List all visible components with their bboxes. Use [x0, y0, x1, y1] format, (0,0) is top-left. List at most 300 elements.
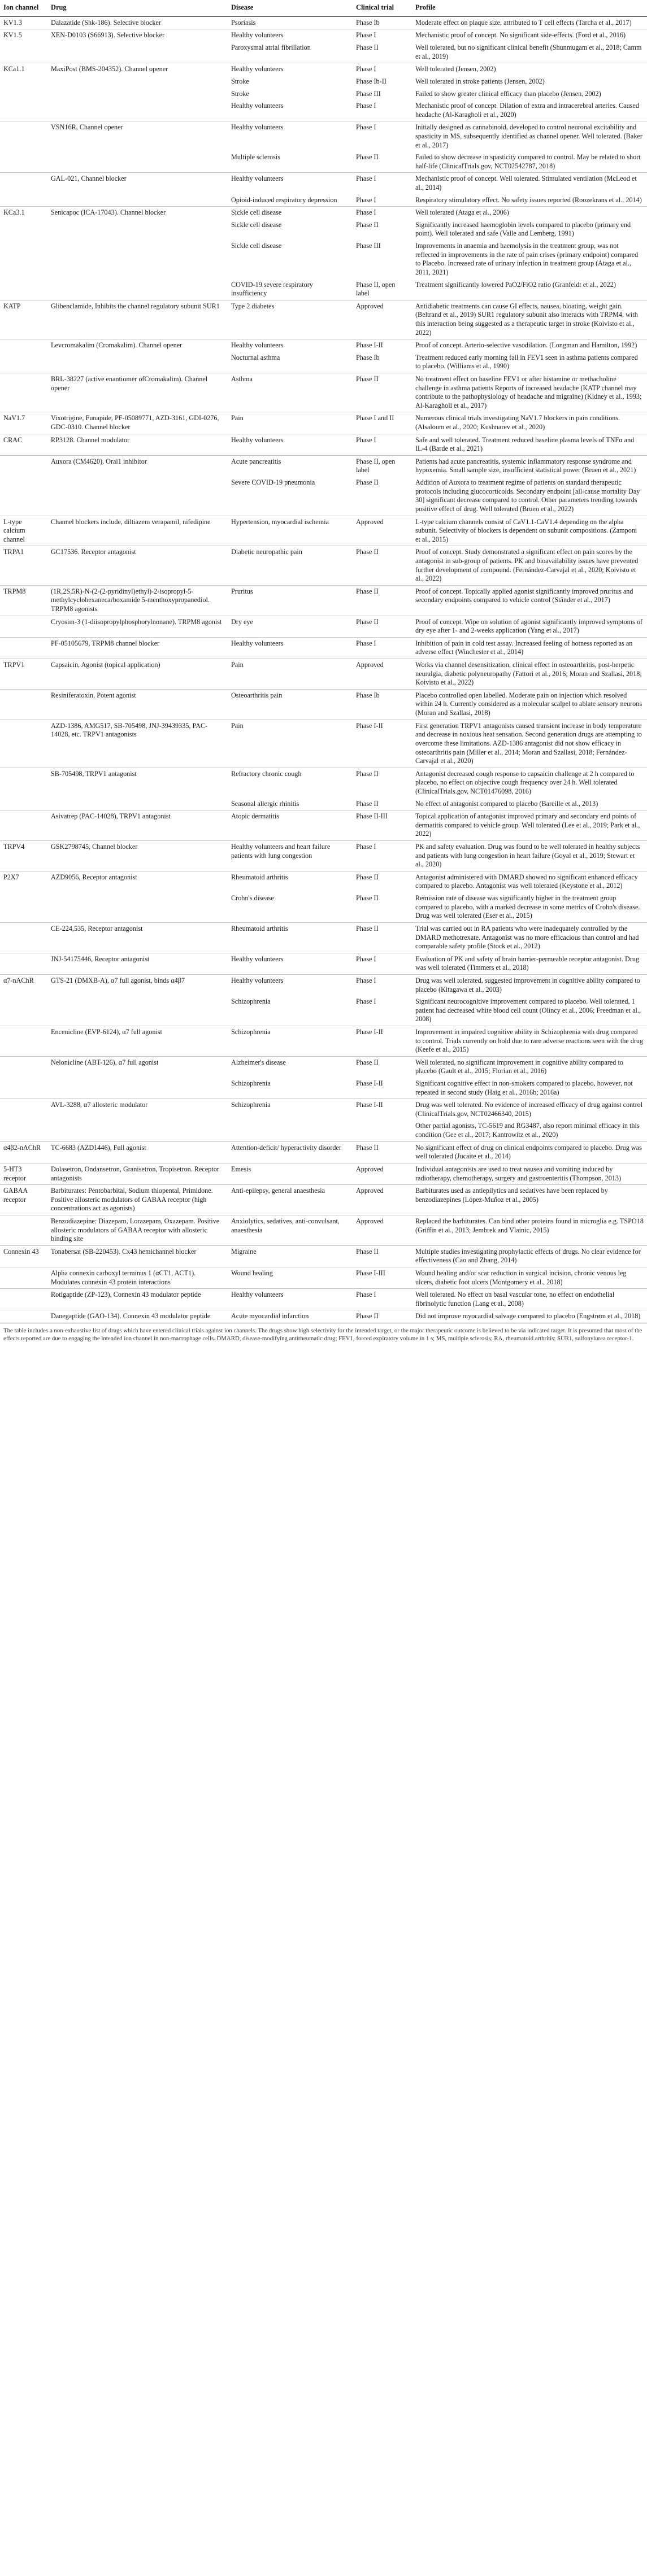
- cell-ion-channel: α7-nAChR: [0, 974, 47, 996]
- cell-clinical-trial: Phase II: [353, 616, 412, 637]
- cell-drug: (1R,2S,5R)-N-(2-(2-pyridinyl)ethyl)-2-isopropyl-5-methylcyclohexanecarboxamide 5-menthoxypropanediol. TRPM8 agonists: [47, 585, 228, 616]
- cell-clinical-trial: Phase II: [353, 1141, 412, 1163]
- cell-drug: Glibenclamide, Inhibits the channel regulatory subunit SUR1: [47, 300, 228, 339]
- cell-clinical-trial: Phase II: [353, 871, 412, 892]
- cell-profile: Inhibition of pain in cold test assay. Increased feeling of hotness reported as an adverse effect (Winchester et al., 2014): [412, 637, 647, 659]
- cell-clinical-trial: [353, 1120, 412, 1141]
- cell-profile: Significantly increased haemoglobin levels compared to placebo (primary end point). Well tolerated and safe (Valle and Lemberg, 1991): [415, 220, 631, 238]
- cell-disease: Wound healing: [228, 1267, 353, 1289]
- table-row: [0, 121, 647, 151]
- cell-drug: RP3128. Channel modulator: [47, 434, 228, 455]
- table-row: [0, 516, 647, 546]
- cell-ion-channel: P2X7: [0, 871, 47, 892]
- cell-disease: Refractory chronic cough: [228, 768, 353, 797]
- table-row: [0, 151, 647, 173]
- cell-clinical-trial: Phase II, open label: [356, 280, 396, 298]
- table-row: [0, 173, 647, 194]
- cell-drug: Dolasetron, Ondansetron, Granisetron, Tropisetron. Receptor antagonists: [47, 1163, 228, 1184]
- cell-clinical-trial: Phase II: [353, 1245, 412, 1267]
- cell-profile: Mechanistic proof of concept. No significant side-effects. (Ford et al., 2016): [412, 29, 647, 42]
- cell-disease: Osteoarthritis pain: [228, 689, 353, 720]
- cell-profile: Placebo controlled open labelled. Moderate pain on injection which resolved within 24 h. Currently considered as a molecular scalpel to ablate sensory neurons (Moran and Szallasi, 2018): [412, 689, 647, 720]
- table-row: [0, 1141, 647, 1163]
- table-row: [0, 616, 647, 637]
- cell-drug: [47, 42, 228, 63]
- table-row: [0, 29, 647, 42]
- header-clinical-trial: Clinical trial: [353, 0, 412, 16]
- cell-clinical-trial: Phase I: [356, 102, 376, 110]
- cell-disease: Healthy volunteers: [228, 173, 353, 194]
- cell-drug: CE-224,535, Receptor antagonist: [47, 922, 228, 953]
- cell-ion-channel: [0, 339, 47, 352]
- cell-profile: Failed to show decrease in spasticity compared to control. May be related to short half-life (ClinicalTrials.gov, NCT02542787, 2018): [415, 153, 641, 170]
- table-row: [0, 100, 647, 121]
- table-row: [0, 300, 647, 339]
- cell-ion-channel: [0, 373, 47, 412]
- table-row: [0, 1289, 647, 1310]
- cell-drug: Encenicline (EVP-6124), α7 full agonist: [47, 1026, 228, 1056]
- cell-profile: Safe and well tolerated. Treatment reduced baseline plasma levels of TNFα and IL-4 (Barde et al., 2021): [412, 434, 647, 455]
- cell-ion-channel: TRPV4: [0, 841, 47, 871]
- cell-clinical-trial: Phase II: [353, 922, 412, 953]
- cell-disease: Stroke: [231, 89, 249, 98]
- table-row: [0, 892, 647, 922]
- table-row: [0, 974, 647, 996]
- cell-drug: Nelonicline (ABT-126), α7 full agonist: [47, 1056, 228, 1078]
- cell-drug: Tonabersat (SB-220453). Cx43 hemichannel blocker: [47, 1245, 228, 1267]
- cell-clinical-trial: Phase II: [356, 894, 379, 903]
- table-row: [0, 352, 647, 373]
- cell-drug: Dalazatide (Shk-186). Selective blocker: [51, 18, 161, 27]
- table-row: [0, 585, 647, 616]
- cell-profile: No significant effect of drug on clinical endpoints compared to placebo. Drug was well tolerated (Jucaite et al., 2014): [412, 1141, 647, 1163]
- cell-profile: Patients had acute pancreatitis, systemic inflammatory response syndrome and hypoxemia. Small sample size, insufficient statistical power (Bruen et al., 2021): [412, 455, 647, 477]
- cell-profile: Wound healing and/or scar reduction in surgical incision, chronic venous leg ulcers, diabetic foot ulcers (Montgomery et al., 2018): [412, 1267, 647, 1289]
- cell-clinical-trial: Phase I: [353, 637, 412, 659]
- cell-profile: Improvements in anaemia and haemolysis in the treatment group, was not reflected in improvements in the rate of pain crises (primary endpoint) compared to Placebo. Increased rate of urinary infection in treatment group (Ataga et al., 2011, 2021): [415, 242, 639, 276]
- cell-ion-channel: [0, 1310, 47, 1323]
- cell-disease: Healthy volunteers: [228, 339, 353, 352]
- cell-ion-channel: TRPV1: [0, 659, 47, 690]
- cell-ion-channel: [0, 240, 47, 278]
- cell-clinical-trial: Phase I: [353, 173, 412, 194]
- cell-clinical-trial: Phase II, open label: [353, 455, 412, 477]
- table-row: [0, 798, 647, 810]
- cell-profile: No treatment effect on baseline FEV1 or after histamine or methacholine challenge in asthma patients Reports of increased headache (KATP channel may contribute to the pathophysiology of headache and migraine) (Kidney et al., 1993; Al-Karagholi et al., 2017): [412, 373, 647, 412]
- cell-clinical-trial: Approved: [353, 659, 412, 690]
- cell-profile: Individual antagonists are used to treat nausea and vomiting induced by radiotherapy, chemotherapy, surgery and gastroenteritis (Thompson, 2013): [412, 1163, 647, 1184]
- cell-clinical-trial: Phase I and II: [353, 412, 412, 434]
- table-row: [0, 841, 647, 871]
- cell-drug: Vixotrigine, Funapide, PF-05089771, AZD-3161, GDI-0276, GDC-0310. Channel blocker: [47, 412, 228, 434]
- cell-profile: Proof of concept. Arterio-selective vasodilation. (Longman and Hamilton, 1992): [412, 339, 647, 352]
- cell-ion-channel: [0, 1215, 47, 1245]
- cell-disease: Anti-epilepsy, general anaesthesia: [228, 1185, 353, 1215]
- cell-ion-channel: TRPA1: [0, 546, 47, 585]
- cell-clinical-trial: Phase I: [353, 63, 412, 76]
- cell-disease: COVID-19 severe respiratory insufficiency: [231, 280, 313, 298]
- cell-profile: Well tolerated, no significant improvement in cognitive ability compared to placebo (Gault et al., 2015; Florian et al., 2016): [412, 1056, 647, 1078]
- cell-clinical-trial: Phase II: [356, 799, 379, 808]
- header-disease: Disease: [228, 0, 353, 16]
- cell-drug: Danegaptide (GAO-134). Connexin 43 modulator peptide: [47, 1310, 228, 1323]
- table-row: [0, 412, 647, 434]
- table-row: [0, 1056, 647, 1078]
- table-row: [0, 194, 647, 207]
- cell-profile: Initially designed as cannabinoid, developed to control neuronal excitability and spasticity in MS, subsequently identified as channel opener. Well tolerated. (Baker et al., 2017): [412, 121, 647, 151]
- cell-drug: Cryosim-3 (1-diisopropylphosphorylnonane). TRPM8 agonist: [47, 616, 228, 637]
- cell-drug: [47, 88, 228, 101]
- cell-drug: Senicapoc (ICA-17043). Channel blocker: [47, 207, 228, 219]
- table-row: [0, 996, 647, 1026]
- cell-profile: Well tolerated (Ataga et al., 2006): [412, 207, 647, 219]
- cell-clinical-trial: Approved: [353, 300, 412, 339]
- cell-ion-channel: [0, 996, 47, 1026]
- cell-ion-channel: [0, 1026, 47, 1056]
- cell-drug: GC17536. Receptor antagonist: [47, 546, 228, 585]
- cell-drug: GAL-021, Channel blocker: [47, 173, 228, 194]
- cell-disease: Healthy volunteers: [228, 953, 353, 974]
- cell-clinical-trial: Phase I-II: [353, 339, 412, 352]
- cell-drug: [47, 1120, 228, 1141]
- cell-clinical-trial: Phase I: [353, 434, 412, 455]
- cell-drug: Barbiturates: Pentobarbital, Sodium thiopental, Primidone. Positive allosteric modulators of GABAA receptor (high concentrations act as agonists): [47, 1185, 228, 1215]
- cell-disease: Acute pancreatitis: [228, 455, 353, 477]
- cell-disease: Migraine: [228, 1245, 353, 1267]
- cell-clinical-trial: Phase I: [353, 121, 412, 151]
- cell-ion-channel: [0, 720, 47, 768]
- table-row: [0, 1099, 647, 1121]
- cell-drug: Rotigaptide (ZP-123), Connexin 43 modulator peptide: [47, 1289, 228, 1310]
- cell-drug: Levcromakalim (Cromakalim). Channel opener: [47, 339, 228, 352]
- cell-profile: Remission rate of disease was significantly higher in the treatment group compared to placebo, with a marked decrease in some metrics of Crohn's disease. Drug was well tolerated (Eser et al., 2015): [415, 894, 640, 920]
- cell-ion-channel: [0, 768, 47, 797]
- cell-profile: Multiple studies investigating prophylactic effects of drugs. No clear evidence for effectiveness (Cao and Zhang, 2014): [412, 1245, 647, 1267]
- cell-disease: Stroke: [231, 77, 249, 85]
- cell-ion-channel: KV1.5: [0, 29, 47, 42]
- table-row: [0, 1310, 647, 1323]
- table-body: [0, 16, 647, 1323]
- cell-drug: Benzodiazepine: Diazepam, Lorazepam, Oxazepam. Positive allosteric modulators of GABAA receptor with allosteric binding site: [47, 1215, 228, 1245]
- table-row: [0, 339, 647, 352]
- cell-profile: Significant cognitive effect in non-smokers compared to placebo, however, not repeated in second study (Haig et al., 2016b; 2016a): [415, 1079, 633, 1096]
- cell-ion-channel: Connexin 43: [0, 1245, 47, 1267]
- cell-drug: [47, 240, 228, 278]
- cell-clinical-trial: Phase II: [353, 768, 412, 797]
- table-row: [0, 434, 647, 455]
- table-row: [0, 373, 647, 412]
- cell-disease: Healthy volunteers: [228, 974, 353, 996]
- cell-ion-channel: [0, 219, 47, 240]
- cell-drug: [47, 76, 228, 88]
- cell-ion-channel: [0, 953, 47, 974]
- cell-profile: Works via channel desensitization, clinical effect in osteoarthritis, post-herpetic neuralgia, diabetic polyneuropathy (Fattori et al., 2016; Moran and Szallasi, 2018; Koivisto et al., 2022): [412, 659, 647, 690]
- cell-drug: Capsaicin, Agonist (topical application): [47, 659, 228, 690]
- cell-disease: Pain: [228, 659, 353, 690]
- table-row: [0, 16, 647, 29]
- cell-drug: [47, 279, 228, 300]
- cell-ion-channel: KCa1.1: [0, 63, 47, 76]
- cell-disease: Rheumatoid arthritis: [228, 871, 353, 892]
- cell-ion-channel: [0, 1289, 47, 1310]
- cell-profile: Barbiturates used as antiepilytics and sedatives have been replaced by benzodiazepines (López-Muñoz et al., 2005): [412, 1185, 647, 1215]
- cell-ion-channel: [0, 1078, 47, 1099]
- table-row: [0, 88, 647, 101]
- cell-ion-channel: [0, 1267, 47, 1289]
- cell-clinical-trial: Phase I-II: [353, 1026, 412, 1056]
- cell-ion-channel: [0, 42, 47, 63]
- cell-clinical-trial: Phase II: [353, 585, 412, 616]
- cell-profile: Proof of concept. Topically applied agonist significantly improved pruritus and secondary endpoints compared to vehicle control (Ständer et al., 2017): [412, 585, 647, 616]
- table-row: [0, 689, 647, 720]
- cell-clinical-trial: Phase II: [353, 1310, 412, 1323]
- cell-disease: Sickle cell disease: [231, 220, 282, 229]
- cell-profile: Improvement in impaired cognitive ability in Schizophrenia with drug compared to control. Trials currently on hold due to rare adverse reactions seen with the drug (Keefe et al., 2015): [412, 1026, 647, 1056]
- cell-ion-channel: [0, 194, 47, 207]
- table-row: [0, 1163, 647, 1184]
- table-row: [0, 63, 647, 76]
- cell-disease: Schizophrenia: [231, 1079, 271, 1088]
- cell-clinical-trial: Approved: [353, 1215, 412, 1245]
- cell-clinical-trial: Phase II: [356, 220, 379, 229]
- cell-disease: Seasonal allergic rhinitis: [231, 799, 299, 808]
- cell-profile: Evaluation of PK and safety of brain barrier-permeable receptor antagonist. Drug was well tolerated (Timmers et al., 2018): [412, 953, 647, 974]
- table-row: [0, 477, 647, 516]
- cell-ion-channel: [0, 1120, 47, 1141]
- cell-disease: Nocturnal asthma: [231, 353, 280, 361]
- cell-clinical-trial: Phase II: [356, 43, 379, 52]
- cell-clinical-trial: Phase I: [353, 29, 412, 42]
- cell-ion-channel: [0, 121, 47, 151]
- cell-clinical-trial: Phase II-III: [353, 810, 412, 841]
- cell-disease: Healthy volunteers: [228, 121, 353, 151]
- cell-profile: Addition of Auxora to treatment regime of patients on standard therapeutic protocols including glucocorticoids. Secondary endpoint [all-cause mortality Day 30] significant decrease compared to control. Other parameters trending towards positive effect of drug. Well tolerated (Bruen et al., 2022): [415, 478, 640, 513]
- cell-profile: Well tolerated, but no significant clinical benefit (Shunmugam et al., 2018; Camm et al., 2019): [415, 43, 642, 60]
- cell-drug: BRL-38227 (active enantiomer ofCromakalim). Channel opener: [47, 373, 228, 412]
- cell-profile: Antagonist decreased cough response to capsaicin challenge at 2 h compared to placebo, no effect on objective cough frequency over 24 h. Well tolerated (ClinicalTrials.gov, NCT01476098, 2016): [412, 768, 647, 797]
- table-row: [0, 1120, 647, 1141]
- cell-disease: Acute myocardial infarction: [228, 1310, 353, 1323]
- cell-profile: Drug was well tolerated, suggested improvement in cognitive ability compared to placebo (Kitagawa et al., 2003): [412, 974, 647, 996]
- cell-profile: Respiratory stimulatory effect. No safety issues reported (Roozekrans et al., 2014): [415, 195, 642, 204]
- cell-disease: Sickle cell disease: [228, 207, 353, 219]
- cell-ion-channel: [0, 100, 47, 121]
- cell-disease: Schizophrenia: [231, 997, 271, 1006]
- cell-drug: TC-6683 (AZD1446), Full agonist: [47, 1141, 228, 1163]
- cell-drug: [47, 100, 228, 121]
- table-row: [0, 42, 647, 63]
- table-row: [0, 768, 647, 797]
- table-row: [0, 455, 647, 477]
- cell-drug: VSN16R, Channel opener: [47, 121, 228, 151]
- cell-ion-channel: NaV1.7: [0, 412, 47, 434]
- cell-ion-channel: [0, 173, 47, 194]
- cell-profile: L-type calcium channels consist of CaV1.1-CaV1.4 depending on the alpha subunit. Selectivity of blockers is dependent on subunit compositions. (Zamponi et al., 2015): [412, 516, 647, 546]
- cell-clinical-trial: Phase II: [353, 373, 412, 412]
- cell-disease: Diabetic neuropathic pain: [228, 546, 353, 585]
- cell-profile: First generation TRPV1 antagonists caused transient increase in body temperature and decrease in noxious heat sensation. Second generation drugs are attempting to overcome these limitations. AZD-1386 antagonist did not show efficacy in osteoarthritis pain (Miller et al., 2014; Moran and Szallasi, 2018; Fernández-Carvajal et al., 2020): [412, 720, 647, 768]
- cell-drug: MaxiPost (BMS-204352). Channel opener: [47, 63, 228, 76]
- cell-disease: Healthy volunteers: [228, 63, 353, 76]
- cell-disease: Paroxysmal atrial fibrillation: [231, 43, 311, 52]
- cell-disease: Attention-deficit/ hyperactivity disorder: [228, 1141, 353, 1163]
- table-row: [0, 279, 647, 300]
- cell-clinical-trial: Approved: [353, 1163, 412, 1184]
- cell-disease: Dry eye: [228, 616, 353, 637]
- table-row: [0, 637, 647, 659]
- cell-drug: Auxora (CM4620), Orai1 inhibitor: [47, 455, 228, 477]
- cell-clinical-trial: Phase I-II: [356, 1079, 383, 1088]
- table-row: [0, 219, 647, 240]
- cell-clinical-trial: Phase I: [353, 841, 412, 871]
- cell-disease: Healthy volunteers: [228, 434, 353, 455]
- cell-disease: Schizophrenia: [228, 1099, 353, 1121]
- cell-disease: Anxiolytics, sedatives, anti-convulsant, anaesthesia: [228, 1215, 353, 1245]
- table-row: [0, 1185, 647, 1215]
- table-row: [0, 76, 647, 88]
- cell-ion-channel: [0, 151, 47, 173]
- cell-clinical-trial: Phase I: [356, 195, 376, 204]
- cell-ion-channel: [0, 88, 47, 101]
- header-ion-channel: Ion channel: [0, 0, 47, 16]
- cell-clinical-trial: Phase II: [356, 478, 379, 487]
- cell-ion-channel: [0, 892, 47, 922]
- cell-ion-channel: [0, 477, 47, 516]
- cell-ion-channel: [0, 279, 47, 300]
- cell-disease: Alzheimer's disease: [228, 1056, 353, 1078]
- cell-profile: Treatment significantly lowered PaO2/FiO2 ratio (Granfeldt et al., 2022): [415, 280, 616, 289]
- cell-drug: Alpha connexin carboxyl terminus 1 (αCT1, ACT1). Modulates connexin 43 protein interactions: [47, 1267, 228, 1289]
- cell-drug: AVL-3288, α7 allosteric modulator: [47, 1099, 228, 1121]
- header-profile: Profile: [412, 0, 647, 16]
- cell-drug: Resiniferatoxin, Potent agonist: [47, 689, 228, 720]
- cell-drug: GTS-21 (DMXB-A), α7 full agonist, binds α4β7: [47, 974, 228, 996]
- cell-clinical-trial: Phase III: [356, 89, 381, 98]
- cell-disease: Crohn's disease: [231, 894, 274, 903]
- table-row: [0, 1267, 647, 1289]
- cell-disease: Multiple sclerosis: [231, 153, 280, 162]
- cell-profile: Other partial agonists, TC-5619 and RG3487, also report minimal efficacy in this condition (Gee et al., 2017; Kantrowitz et al., 2020): [415, 1122, 640, 1139]
- cell-drug: AZD9056, Receptor antagonist: [47, 871, 228, 892]
- cell-profile: Proof of concept. Wipe on solution of agonist significantly improved symptoms of dry eye after 1- and 2-weeks application (Yang et al., 2017): [412, 616, 647, 637]
- cell-drug: [47, 996, 228, 1026]
- cell-ion-channel: [0, 689, 47, 720]
- cell-profile: Did not improve myocardial salvage compared to placebo (Engstrøm et al., 2018): [412, 1310, 647, 1323]
- table-row: [0, 720, 647, 768]
- cell-profile: Mechanistic proof of concept. Well tolerated. Stimulated ventilation (McLeod et al., 2014): [412, 173, 647, 194]
- cell-disease: Schizophrenia: [228, 1026, 353, 1056]
- cell-clinical-trial: Phase Ib: [356, 18, 380, 27]
- cell-clinical-trial: Phase I-II: [353, 720, 412, 768]
- cell-drug: Channel blockers include, diltiazem verapamil, nifedipine: [47, 516, 228, 546]
- table-header-row: [0, 0, 647, 16]
- cell-ion-channel: [0, 76, 47, 88]
- table-row: [0, 922, 647, 953]
- cell-profile: Failed to show greater clinical efficacy than placebo (Jensen, 2002): [415, 89, 601, 98]
- cell-clinical-trial: Phase I: [353, 1289, 412, 1310]
- cell-profile: No effect of antagonist compared to placebo (Bareille et al., 2013): [415, 799, 598, 808]
- cell-clinical-trial: Phase II: [356, 153, 379, 162]
- cell-disease: Healthy volunteers: [231, 102, 284, 110]
- cell-clinical-trial: Phase I: [353, 207, 412, 219]
- cell-clinical-trial: Approved: [353, 1185, 412, 1215]
- table-row: [0, 240, 647, 278]
- cell-profile: Treatment reduced early morning fall in FEV1 seen in asthma patients compared to placebo. (Williams et al., 1990): [415, 353, 638, 371]
- cell-profile: Drug was well tolerated. No evidence of increased efficacy of drug against control (ClinicalTrials.gov, NCT02466340, 2015): [412, 1099, 647, 1121]
- cell-profile: Well tolerated in stroke patients (Jensen, 2002): [415, 77, 545, 85]
- table-footnote: The table includes a non-exhaustive list of drugs which have entered clinical trials against ion channels. The drugs show high selectivity for the intended target, or the major therapeutic outcome is believed to be via indicated target. It is presumed that most of the effects reported are due to engaging the intended ion channel in non-macrophage cells. DMARD, disease-modifying antirheumatic drug; FEV1, forced expiratory volume in 1 s; MS, multiple sclerosis; RA, rheumatoid arthritis; SUR1, sulfonylurea receptor-1.: [0, 1323, 647, 1345]
- table-row: [0, 871, 647, 892]
- cell-ion-channel: 5-HT3 receptor: [0, 1163, 47, 1184]
- cell-drug: [47, 219, 228, 240]
- cell-ion-channel: [0, 1056, 47, 1078]
- cell-disease: Healthy volunteers and heart failure patients with lung congestion: [228, 841, 353, 871]
- cell-drug: [47, 892, 228, 922]
- cell-ion-channel: [0, 1099, 47, 1121]
- cell-profile: Antagonist administered with DMARD showed no significant enhanced efficacy compared to placebo. Antagonist was well tolerated (Keystone et al., 2012): [412, 871, 647, 892]
- cell-clinical-trial: Phase II: [353, 1056, 412, 1078]
- cell-profile: Antidiabetic treatments can cause GI effects, nausea, bloating, weight gain. (Beltrand et al., 2019) SUR1 regulatory subunit also interacts with TRPM4, with this interaction being suggested as a therapeutic target in stroke (Koivisto et al., 2022): [412, 300, 647, 339]
- cell-ion-channel: KATP: [0, 300, 47, 339]
- cell-profile: Proof of concept. Study demonstrated a significant effect on pain scores by the antagonist in sub-group of patients. PK and bioavailability issues have prevented further development of compound. (Fernández-Carvajal et al., 2020; Koivisto et al., 2022): [412, 546, 647, 585]
- cell-clinical-trial: Phase I: [353, 953, 412, 974]
- cell-drug: [47, 477, 228, 516]
- cell-ion-channel: [0, 616, 47, 637]
- cell-ion-channel: α4β2-nAChR: [0, 1141, 47, 1163]
- cell-profile: Mechanistic proof of concept. Dilation of extra and intracerebral arteries. Caused headache (Al-Karagholi et al., 2020): [415, 102, 639, 119]
- cell-ion-channel: TRPM8: [0, 585, 47, 616]
- cell-disease: Asthma: [228, 373, 353, 412]
- cell-ion-channel: KCa3.1: [0, 207, 47, 219]
- cell-disease: Emesis: [228, 1163, 353, 1184]
- cell-clinical-trial: Phase II: [353, 546, 412, 585]
- cell-drug: JNJ-54175446, Receptor antagonist: [47, 953, 228, 974]
- cell-drug: SB-705498, TRPV1 antagonist: [47, 768, 228, 797]
- cell-profile: PK and safety evaluation. Drug was found to be well tolerated in healthy subjects and patients with lung congestion in heart failure (Goyal et al., 2019; Stewart et al., 2020): [412, 841, 647, 871]
- cell-disease: Healthy volunteers: [228, 1289, 353, 1310]
- cell-drug: XEN-D0103 (S66913). Selective blocker: [47, 29, 228, 42]
- cell-disease: Rheumatoid arthritis: [228, 922, 353, 953]
- cell-drug: PF-05105679, TRPM8 channel blocker: [47, 637, 228, 659]
- table-row: [0, 659, 647, 690]
- cell-ion-channel: KV1.3: [3, 18, 22, 27]
- table-row: [0, 546, 647, 585]
- cell-clinical-trial: Phase I-III: [353, 1267, 412, 1289]
- cell-drug: [47, 1078, 228, 1099]
- cell-drug: [47, 352, 228, 373]
- table-row: [0, 1245, 647, 1267]
- cell-profile: Numerous clinical trials investigating NaV1.7 blockers in pain conditions. (Alsaloum et al., 2020; Kushnarev et al., 2020): [412, 412, 647, 434]
- cell-disease: Pain: [228, 412, 353, 434]
- cell-disease: Opioid-induced respiratory depression: [231, 195, 337, 204]
- cell-disease: Type 2 diabetes: [228, 300, 353, 339]
- cell-disease: Severe COVID-19 pneumonia: [231, 478, 315, 487]
- cell-ion-channel: [0, 798, 47, 810]
- cell-drug: AZD-1386, AMG517, SB-705498, JNJ-39439335, PAC-14028, etc. TRPV1 antagonists: [47, 720, 228, 768]
- cell-disease: Sickle cell disease: [231, 242, 282, 250]
- cell-ion-channel: CRAC: [0, 434, 47, 455]
- cell-clinical-trial: Phase I: [356, 997, 376, 1006]
- cell-ion-channel: [0, 810, 47, 841]
- table-row: [0, 1078, 647, 1099]
- cell-disease: Pain: [228, 720, 353, 768]
- cell-drug: [47, 798, 228, 810]
- cell-profile: Moderate effect on plaque size, attributed to T cell effects (Tarcha et al., 2017): [415, 18, 632, 27]
- cell-disease: Pruritus: [228, 585, 353, 616]
- cell-drug: Asivatrep (PAC-14028), TRPV1 antagonist: [47, 810, 228, 841]
- cell-ion-channel: [0, 455, 47, 477]
- cell-clinical-trial: Phase Ib-II: [356, 77, 387, 85]
